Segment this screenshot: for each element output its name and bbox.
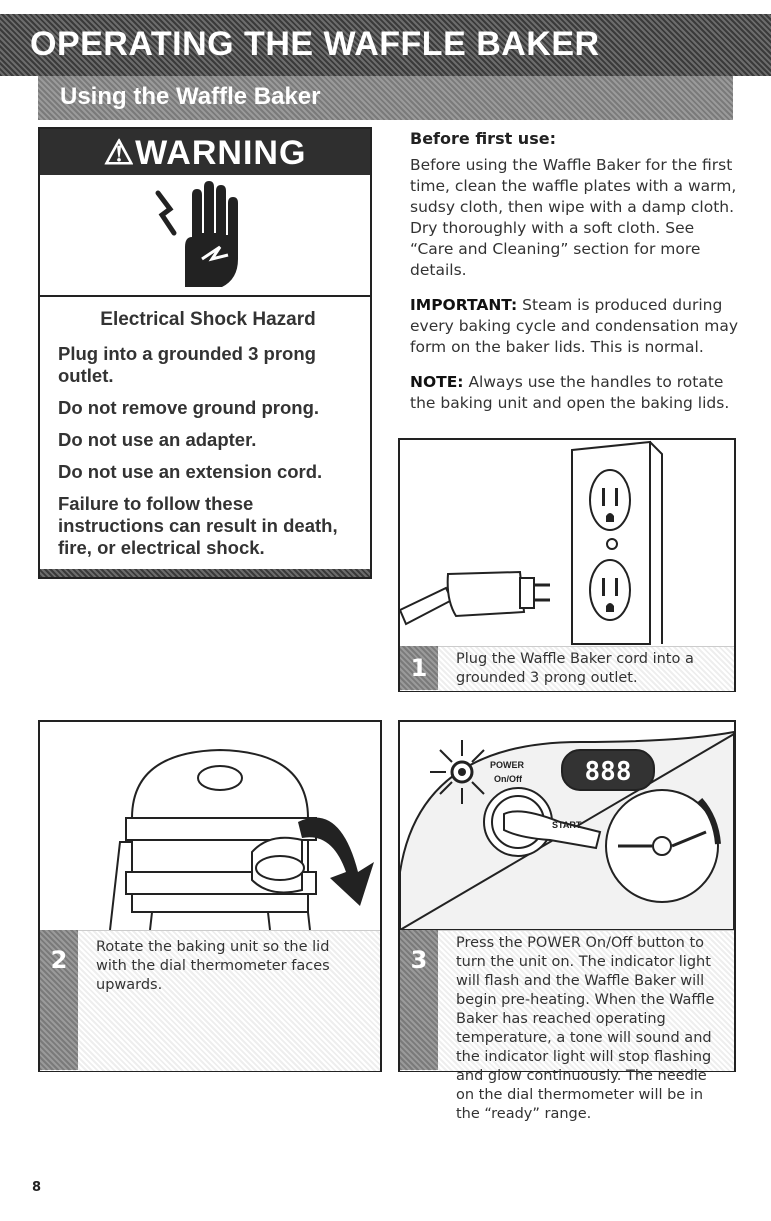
rotate-unit-illustration	[40, 722, 380, 930]
outlet-plug-illustration	[400, 440, 734, 646]
warning-text	[58, 309, 358, 569]
subsection-title-bar	[38, 76, 733, 120]
step-3-caption: Press the POWER On/Off button to turn the unit on. The indicator light will flash and the Waffle Baker will begin pre-heating. When the Waffle Baker has reached operating temperature, a tone will sound and the indicator light will stop flashing and glow continuously. The needle on the dial thermometer will be in the “ready” range.	[456, 935, 715, 1122]
step-2-panel	[38, 720, 382, 1072]
before-use-text: Before using the Waffle Baker for the first time, clean the waffle plates with a warm, sudsy cloth, then wipe with a damp cloth. Dry thoroughly with a soft cloth. See “Care and Cleaning” section for more details.	[410, 156, 737, 279]
step-1-panel	[398, 438, 736, 692]
shock-hazard-image	[40, 175, 370, 297]
important-text: Steam is produced during every baking cycle and condensation may form on the baker lids. This is normal.	[410, 296, 738, 356]
page-number: 8	[32, 1180, 42, 1195]
step-2-number: 2	[50, 946, 68, 974]
step-1-caption: Plug the Waffle Baker cord into a grounded 3 prong outlet.	[456, 651, 694, 686]
onoff-label: On/Off	[494, 774, 522, 784]
warning-heading: ⚠WARNING	[103, 134, 307, 172]
important-label: IMPORTANT:	[410, 296, 518, 314]
note-text: Always use the handles to rotate the baking unit and open the baking lids.	[410, 373, 730, 412]
step-1-number-tab	[400, 646, 438, 690]
handles-note	[410, 372, 740, 414]
step-3-number: 3	[410, 946, 428, 974]
warning-box	[38, 127, 372, 579]
step-2-number-tab	[40, 930, 78, 1070]
important-note	[410, 295, 740, 358]
step-3-panel	[398, 720, 736, 1122]
before-use-section	[410, 128, 740, 428]
power-dial-illustration	[400, 722, 734, 930]
warning-header	[40, 129, 370, 175]
warning-line: Do not remove ground prong.	[58, 397, 320, 418]
warning-line: Plug into a grounded 3 prong outlet.	[58, 343, 316, 386]
page-title: OPERATING THE WAFFLE BAKER	[30, 25, 600, 63]
digital-display: 888	[584, 757, 632, 787]
step-3-number-tab	[400, 930, 438, 1070]
warning-line: Do not use an extension cord.	[58, 461, 323, 482]
subsection-title: Using the Waffle Baker	[60, 83, 321, 110]
warning-line: Failure to follow these instructions can result in death, fire, or electrical shock.	[58, 493, 338, 558]
section-title-bar	[0, 14, 771, 76]
hazard-title: Electrical Shock Hazard	[100, 309, 316, 330]
step-2-caption: Rotate the baking unit so the lid with the dial thermometer faces upwards.	[96, 939, 330, 993]
power-label: POWER	[490, 760, 525, 770]
shock-hazard-icon	[40, 175, 370, 295]
warning-footer-bar	[40, 569, 370, 577]
start-label: START	[552, 820, 582, 830]
before-use-heading: Before first use:	[410, 129, 556, 148]
note-label: NOTE:	[410, 373, 464, 391]
warning-line: Do not use an adapter.	[58, 429, 257, 450]
step-1-number: 1	[410, 654, 428, 682]
